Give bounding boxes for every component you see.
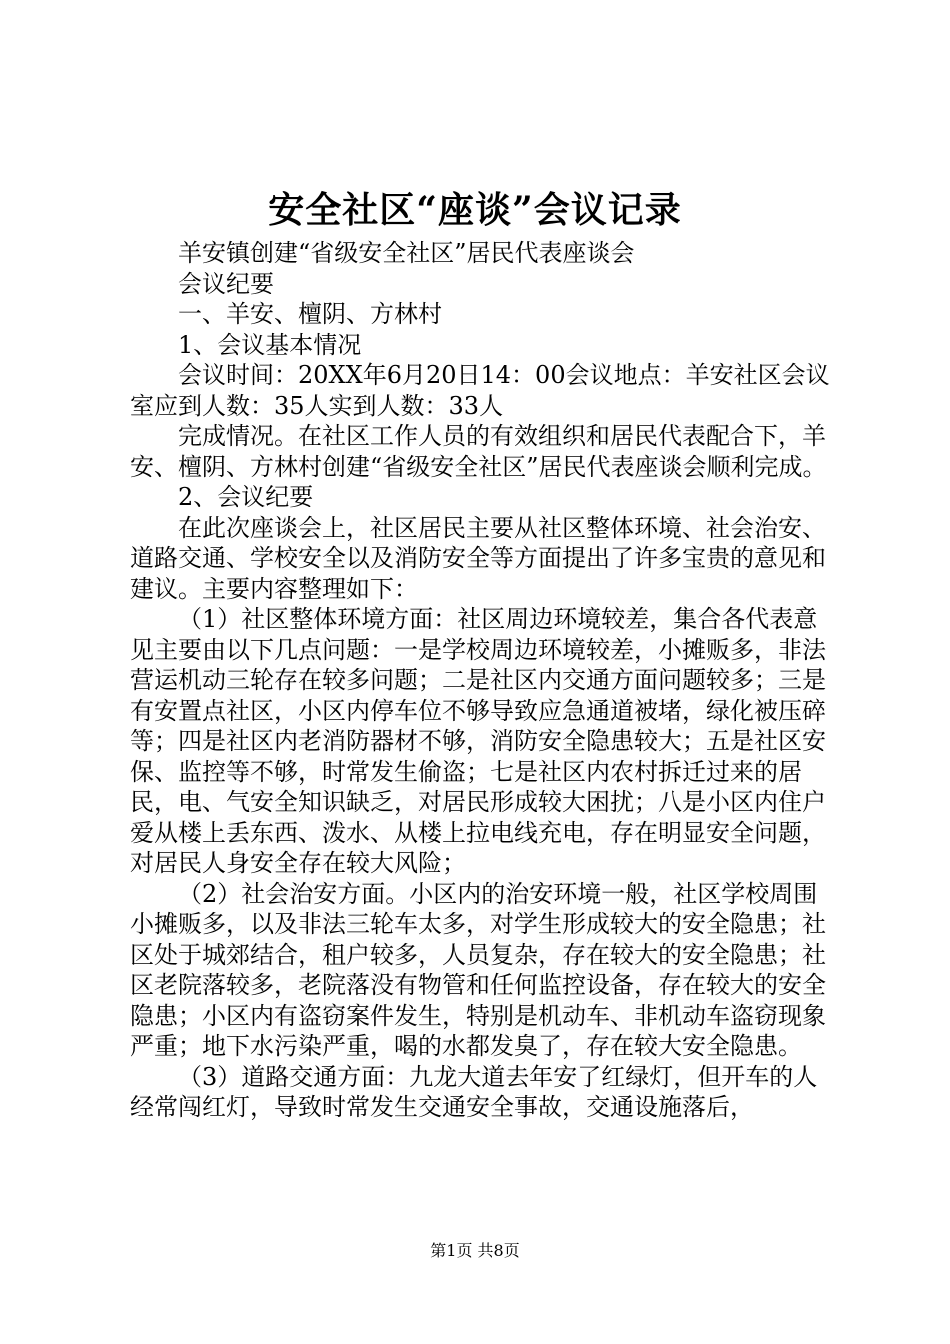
paragraph: 一、羊安、檀阴、方林村 bbox=[178, 300, 442, 328]
paragraph: （3）道路交通方面：九龙大道去年安了红绿灯，但开车的人经常闯红灯，导致时常发生交通安全事故，交通设施落后， bbox=[130, 1062, 818, 1121]
paragraph: 会议纪要 bbox=[178, 269, 274, 298]
paragraph: （2）社会治安方面。小区内的治安环境一般，社区学校周围小摊贩多，以及非法三轮车太多，对学生形成较大的安全隐患；社区处于城郊结合，租户较多，人员复杂，存在较大的安全隐患；社区老院落较多，老院落没有物管和任何监控设备，存在较大的安全隐患；小区内有盗窃案件发生，特别是机动车、非机动车盗窃现象严重；地下水污染严重，喝的水都发臭了，存在较大安全隐患。 bbox=[130, 879, 826, 1060]
paragraph: 2、会议纪要 bbox=[178, 483, 314, 511]
page-footer: 第1页 共8页 bbox=[430, 1241, 520, 1260]
paragraph: 1、会议基本情况 bbox=[178, 330, 362, 359]
paragraph: 在此次座谈会上，社区居民主要从社区整体环境、社会治安、道路交通、学校安全以及消防安全等方面提出了许多宝贵的意见和建议。主要内容整理如下： bbox=[130, 513, 826, 603]
paragraph: 完成情况。在社区工作人员的有效组织和居民代表配合下，羊安、檀阴、方林村创建“省级安全社区”居民代表座谈会顺利完成。 bbox=[130, 422, 827, 481]
document-body bbox=[130, 238, 830, 1123]
page-title: 安全社区“座谈”会议记录 bbox=[268, 189, 682, 231]
paragraph: 羊安镇创建“省级安全社区”居民代表座谈会 bbox=[178, 239, 635, 267]
paragraph: 会议时间：20XX年6月20日14：00会议地点：羊安社区会议室应到人数：35人实到人数：33人 bbox=[130, 361, 830, 420]
paragraph: （1）社区整体环境方面：社区周边环境较差，集合各代表意见主要由以下几点问题：一是学校周边环境较差，小摊贩多，非法营运机动三轮存在较多问题；二是社区内交通方面问题较多；三是有安置点社区，小区内停车位不够导致应急通道被堵，绿化被压碎等；四是社区内老消防器材不够，消防安全隐患较大；五是社区安保、监控等不够，时常发生偷盗；七是社区内农村拆迁过来的居民，电、气安全知识缺乏，对居民形成较大困扰；八是小区内住户爱从楼上丢东西、泼水、从楼上拉电线充电，存在明显安全问题，对居民人身安全存在较大风险； bbox=[130, 605, 826, 877]
